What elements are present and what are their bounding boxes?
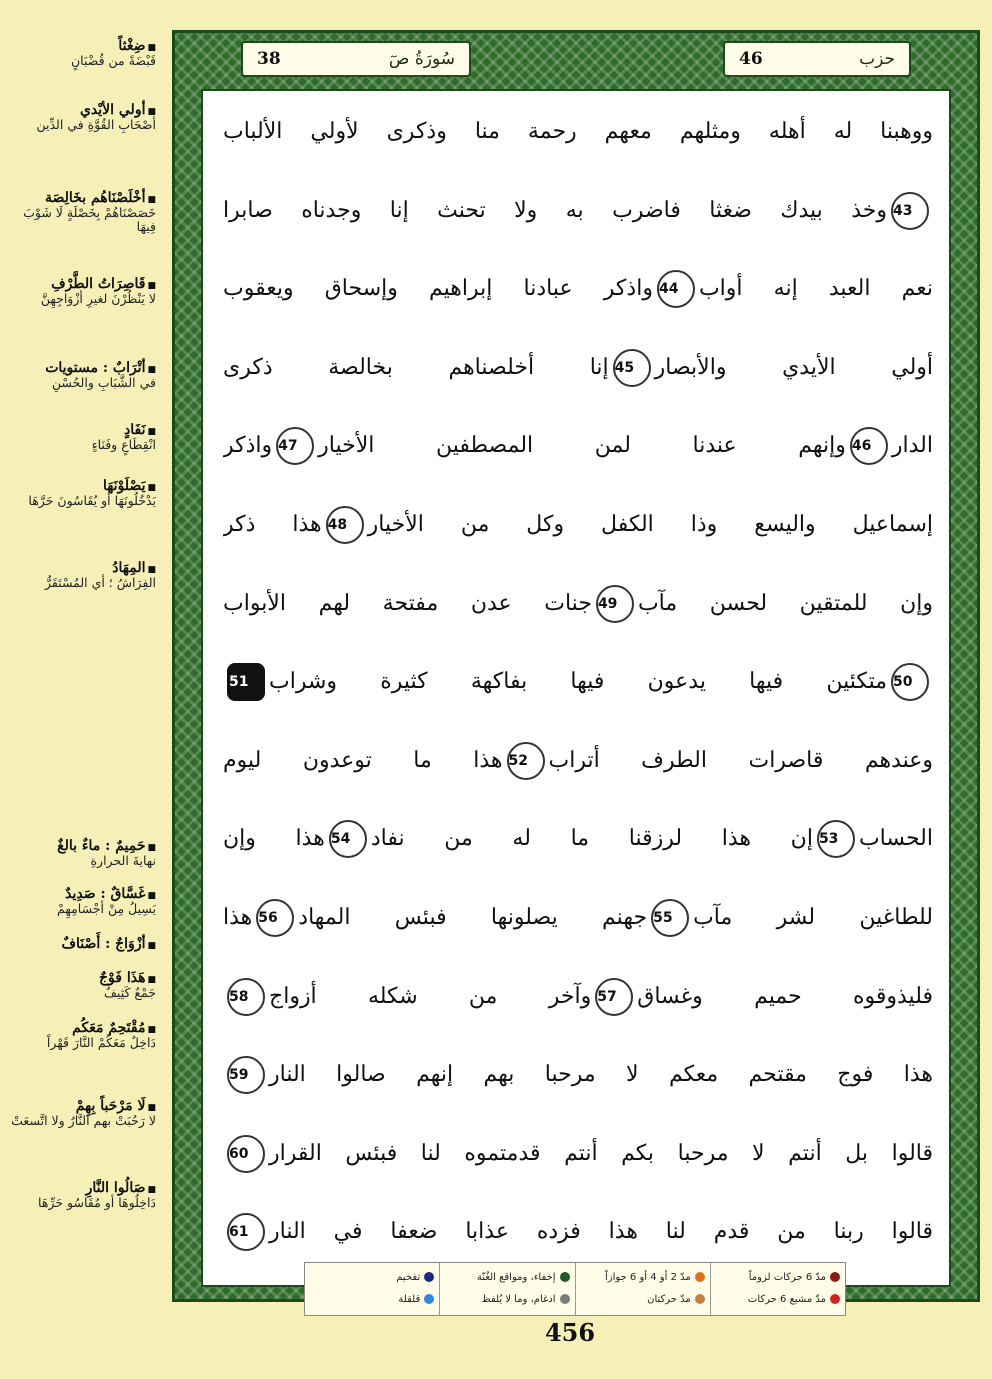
verse-text: متكئين فيها يدعون فيها بفاكهة كثيرة وشراب: [269, 669, 887, 695]
verse-line: [223, 490, 933, 560]
verse-number-marker: 44: [657, 270, 695, 308]
verse-number-marker: 49: [596, 585, 634, 623]
glossary-entry: [4, 886, 156, 916]
legend-label: قلقلة: [398, 1293, 421, 1305]
glossary-term: ■ صَالُوا النَّارِ: [4, 1180, 156, 1196]
glossary-term: ■ مُقْتَحِمٌ مَعَكُم: [4, 1020, 156, 1036]
color-dot-icon: [695, 1294, 705, 1304]
glossary-entry: [4, 1180, 156, 1210]
page-number: 456: [544, 1318, 596, 1347]
legend-column: [575, 1263, 710, 1315]
legend-item: [445, 1288, 569, 1310]
glossary-definition: خَصَصْنَاهُمْ بِخَصْلَةٍ لَا شَوْبَ فِيهَا: [23, 205, 156, 235]
verse-text: واذكر: [223, 433, 273, 459]
verse-text: الحساب: [858, 826, 933, 852]
verse-line: [223, 333, 933, 403]
glossary-term: ■ أزْوَاجٌ : أَصْنَافٌ: [4, 936, 156, 952]
glossary-definition: نهايةَ الحرارةِ: [90, 853, 156, 869]
glossary-definition: يَسِيلُ مِنْ أجْسَامِهِمْ: [57, 901, 156, 917]
glossary-entry: [4, 360, 156, 390]
verse-number-marker: 46: [850, 427, 888, 465]
glossary-definition: يَدْخُلُونَهَا أو يُقَاسُونَ حَرَّهَا: [28, 493, 156, 509]
verse-number-marker: 47: [276, 427, 314, 465]
glossary-entry: [4, 102, 156, 132]
glossary-entry: [4, 478, 156, 508]
verse-text: جنات عدن مفتحة لهم الأبواب: [223, 590, 592, 616]
verse-text: واذكر عبادنا إبراهيم وإسحاق ويعقوب: [223, 276, 653, 302]
verse-number-marker: 60: [227, 1135, 265, 1173]
verse-text: هذا فوج مقتحم معكم لا مرحبا بهم إنهم صالوا النار: [269, 1062, 933, 1088]
legend-item: [310, 1288, 434, 1310]
verse-text: قالوا ربنا من قدم لنا هذا فزده عذابا ضعفا في النار: [269, 1219, 933, 1245]
glossary-entry: [4, 1020, 156, 1050]
verse-line: [223, 1040, 933, 1110]
verse-line: [223, 176, 933, 246]
color-dot-icon: [560, 1272, 570, 1282]
glossary-definition: دَاخِلٌ مَعَكُمْ النَّارَ قَهْراً: [46, 1035, 156, 1051]
surah-header: [241, 41, 471, 77]
glossary-entry: [4, 560, 156, 590]
verse-text: ووهبنا له أهله ومثلهم معهم رحمة منا وذكرى لأولي الألباب: [223, 119, 933, 144]
tajweed-legend: [304, 1262, 846, 1316]
glossary-term: ■ هَذَا فَوْجٌ: [4, 970, 156, 986]
verse-number-marker: 50: [891, 663, 929, 701]
color-dot-icon: [830, 1272, 840, 1282]
verse-text: هذا: [223, 905, 253, 930]
verse-number-marker: 51: [227, 663, 265, 701]
glossary-term: ■ نَفَادٍ: [4, 422, 156, 438]
color-dot-icon: [830, 1294, 840, 1304]
legend-label: مدّ مشبع 6 حركات: [747, 1293, 826, 1305]
verse-text: إن هذا لرزقنا ما له من نفاد: [370, 826, 813, 852]
verse-number-marker: 53: [817, 820, 855, 858]
verse-line: [223, 97, 933, 167]
legend-item: [445, 1266, 569, 1288]
glossary-entry: [4, 190, 156, 235]
verse-text: وآخر من شكله أزواج: [269, 983, 592, 1009]
glossary-entry: [4, 970, 156, 1000]
verse-number-marker: 43: [891, 192, 929, 230]
verse-text: إسماعيل واليسع وذا الكفل وكل من الأخيار: [367, 512, 933, 537]
glossary-definition: الفِرَاشُ ؛ أي المُسْتَقَرُّ: [44, 575, 156, 591]
verse-line: [223, 254, 933, 324]
glossary-term: ■ أولي الأيْدي: [4, 102, 156, 118]
verse-text: وعندهم قاصرات الطرف أتراب: [548, 747, 933, 773]
glossary-term: ■ يَصْلَوْنَهَا: [4, 478, 156, 494]
legend-label: ادغام، وما لا يُلفظ: [481, 1293, 556, 1305]
legend-column: [439, 1263, 574, 1315]
color-dot-icon: [424, 1294, 434, 1304]
glossary-definition: انْقِطَاعٍ وفَنَاءٍ: [91, 437, 156, 453]
legend-item: [310, 1266, 434, 1288]
glossary-entry: [4, 936, 156, 952]
legend-item: [716, 1288, 840, 1310]
glossary-definition: قَبْضَةً من قُضْبَانٍ: [70, 53, 156, 69]
legend-label: مدّ 2 أو 4 أو 6 جوازاً: [604, 1271, 691, 1283]
verse-text: فليذوقوه حميم وغساق: [637, 983, 933, 1009]
verse-number-marker: 61: [227, 1213, 265, 1251]
verse-text: الدار: [891, 433, 933, 459]
verse-number-marker: 58: [227, 978, 265, 1016]
legend-label: إخفاء، ومواقع الغُنّة: [476, 1271, 556, 1283]
verse-area: [201, 89, 951, 1287]
glossary-definition: دَاخِلُوهَا أو مُقَاسُو حَرِّهَا: [38, 1195, 156, 1211]
hizb-label: حزب: [859, 49, 895, 69]
verse-text: هذا ذكر: [223, 512, 322, 537]
verse-text: هذا ما توعدون ليوم: [223, 747, 503, 773]
glossary-term: ■ أخْلَصْنَاهُم بخَالِصَة: [4, 190, 156, 206]
verse-number-marker: 57: [595, 978, 633, 1016]
verse-number-marker: 54: [329, 820, 367, 858]
glossary-term: ■ ضِغْثاً: [4, 38, 156, 54]
page-frame: [172, 30, 980, 1302]
legend-item: [716, 1266, 840, 1288]
verse-text: هذا وإن: [223, 826, 325, 852]
verse-line: [223, 804, 933, 874]
glossary-entry: [4, 38, 156, 68]
legend-column: [710, 1263, 845, 1315]
legend-column: [305, 1263, 439, 1315]
legend-label: مدّ حركتان: [647, 1293, 691, 1305]
glossary-entry: [4, 1098, 156, 1128]
verse-text: قالوا بل أنتم لا مرحبا بكم أنتم قدمتموه لنا فبئس القرار: [269, 1140, 933, 1166]
glossary-term: ■ لَا مَرْحَباً بِهِمْ: [4, 1098, 156, 1114]
glossary-sidebar: [0, 30, 160, 1350]
verse-text: وخذ بيدك ضغثا فاضرب به ولا تحنث إنا وجدناه صابرا: [223, 197, 887, 223]
verse-line: [223, 883, 933, 953]
glossary-term: ■ قَاصِرَاتُ الطَّرْفِ: [4, 276, 156, 292]
verse-number-marker: 59: [227, 1056, 265, 1094]
glossary-term: ■ أتْرَابٌ : مستويات: [4, 360, 156, 376]
verse-line: [223, 1119, 933, 1189]
hizb-header: [723, 41, 911, 77]
surah-number: 38: [257, 49, 281, 69]
verse-text: إنا أخلصناهم بخالصة ذكرى: [223, 354, 609, 380]
color-dot-icon: [695, 1272, 705, 1282]
verse-text: أولي الأيدي والأبصار: [654, 354, 933, 380]
verse-line: [223, 726, 933, 796]
verse-line: [223, 411, 933, 481]
surah-name: سُورَةُ صٓ: [388, 49, 455, 69]
legend-item: [581, 1266, 705, 1288]
verse-number-marker: 48: [326, 506, 364, 544]
verse-text: وإن للمتقين لحسن مآب: [637, 590, 933, 616]
glossary-term: ■ المِهَادُ: [4, 560, 156, 576]
verse-text: وإنهم عندنا لمن المصطفين الأخيار: [318, 433, 846, 459]
verse-line: [223, 1197, 933, 1267]
color-dot-icon: [560, 1294, 570, 1304]
legend-label: مدّ 6 حركات لزوماً: [748, 1271, 826, 1283]
verse-number-marker: 45: [613, 349, 651, 387]
verse-text: جهنم يصلونها فبئس المهاد: [298, 905, 648, 930]
verse-number-marker: 55: [651, 899, 689, 937]
glossary-definition: لا رَحُبَتْ بهم النَّارُ ولا اتَّسعَتْ: [11, 1113, 156, 1129]
glossary-term: ■ غَسَّاقٌ : صَدِيدٌ: [4, 886, 156, 902]
glossary-entry: [4, 838, 156, 868]
hizb-number: 46: [739, 49, 763, 69]
verse-text: نعم العبد إنه أواب: [698, 276, 933, 302]
glossary-definition: جَمْعٌ كَثِيفٌ: [103, 985, 156, 1001]
glossary-definition: في الشَّبَابِ والحُسْنِ: [51, 375, 156, 391]
verse-text: للطاغين لشر مآب: [693, 905, 933, 930]
glossary-entry: [4, 422, 156, 452]
glossary-entry: [4, 276, 156, 306]
verse-number-marker: 56: [256, 899, 294, 937]
glossary-definition: أصْحَابِ القُوَّةِ في الدِّين: [36, 117, 156, 133]
verse-number-marker: 52: [507, 742, 545, 780]
legend-label: تفخيم: [396, 1271, 421, 1283]
verse-line: [223, 647, 933, 717]
color-dot-icon: [424, 1272, 434, 1282]
glossary-term: ■ حَمِيمٌ : ماءٌ بالغٌ: [4, 838, 156, 854]
legend-item: [581, 1288, 705, 1310]
verse-line: [223, 569, 933, 639]
glossary-definition: لا يَنْظُرْنَ لغيرِ أزْوَاجِهِنَّ: [40, 291, 156, 307]
verse-line: [223, 962, 933, 1032]
